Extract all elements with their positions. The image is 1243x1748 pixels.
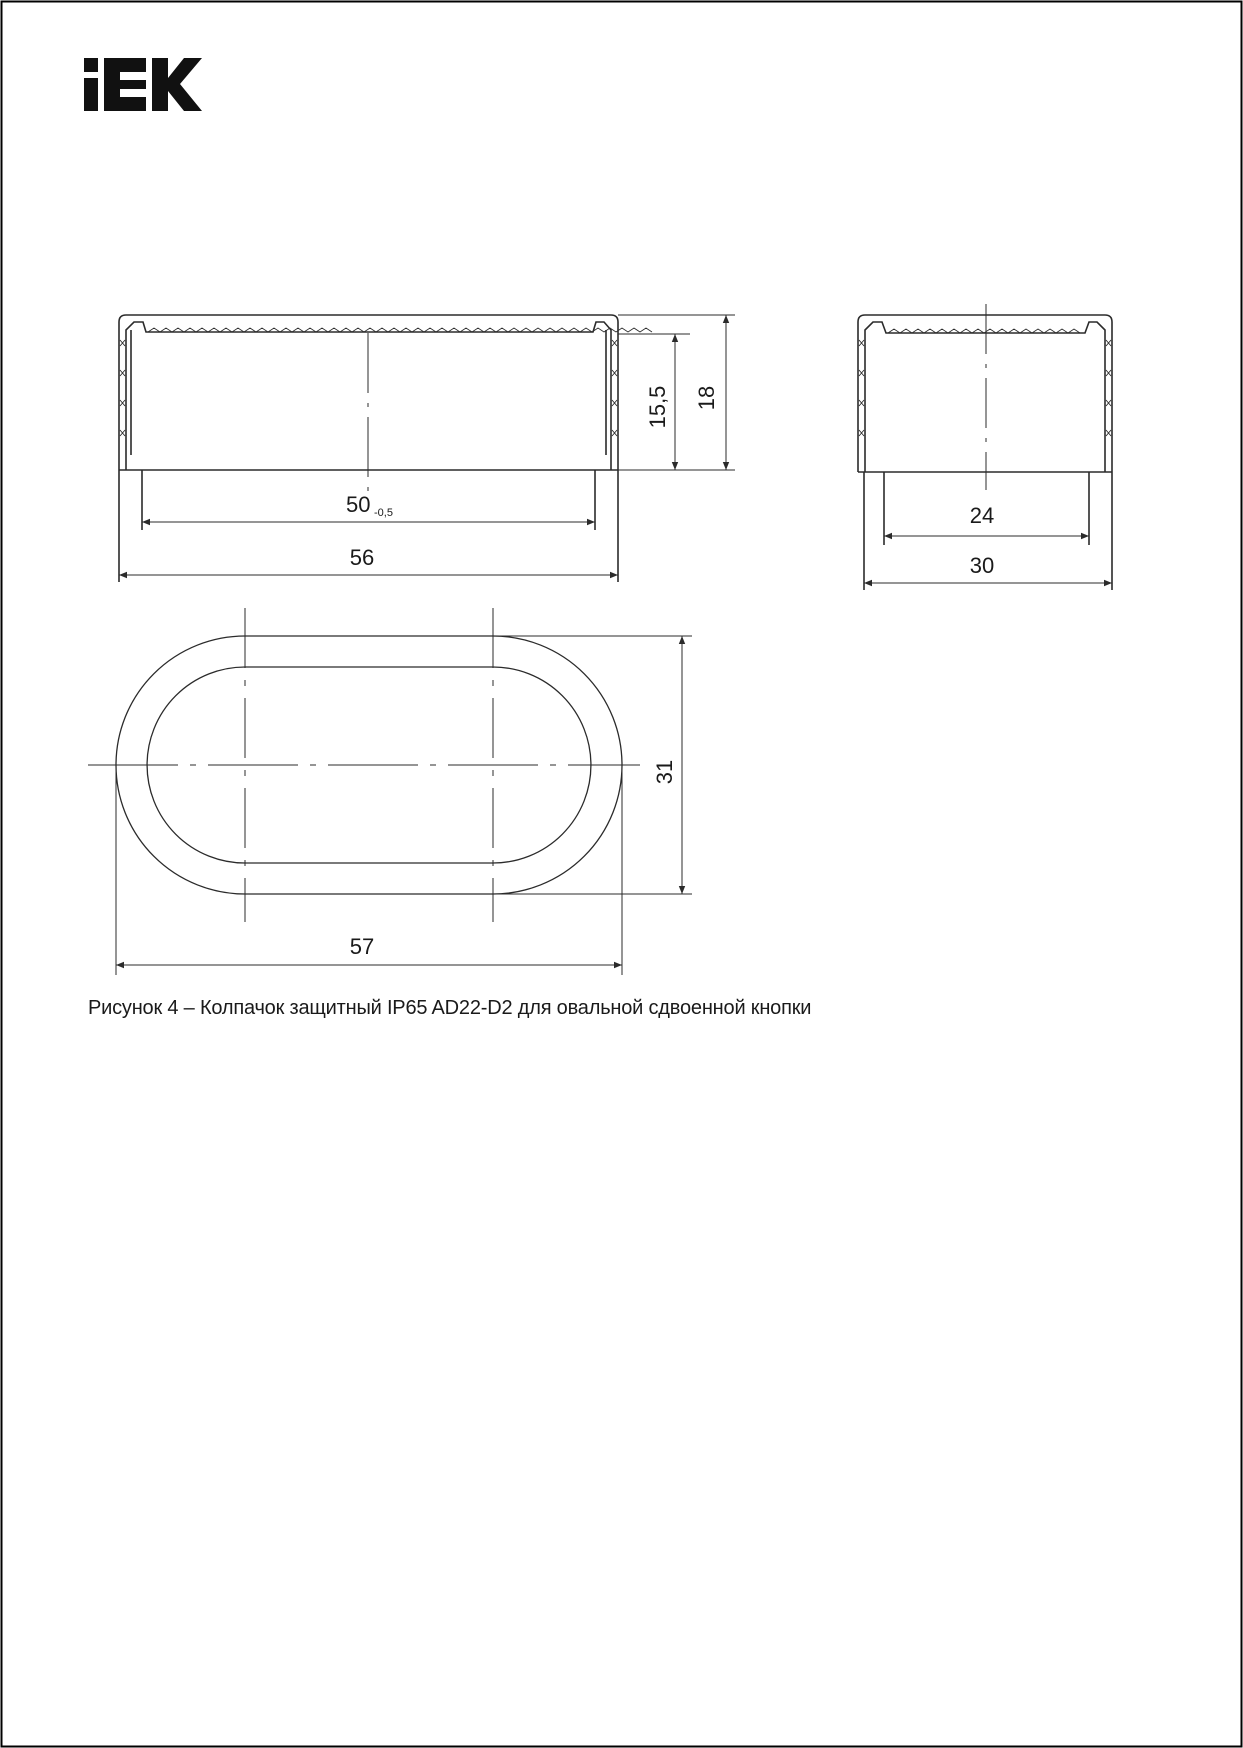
front-outer-width-label: 56 [349, 545, 375, 570]
front-inner-width-label: 50 [346, 492, 371, 517]
side-inner-width-label: 24 [969, 503, 995, 528]
top-width-label: 57 [349, 934, 375, 959]
front-inner-tolerance-label: -0,5 [374, 507, 393, 519]
figure-caption: Рисунок 4 – Колпачок защитный IP65 AD22-D2 для овальной сдвоенной кнопки [88, 997, 812, 1019]
front-view [119, 315, 652, 582]
side-outer-width-label: 30 [969, 553, 995, 578]
top-center-lines [88, 608, 640, 922]
front-inner-height-label: 15,5 [645, 385, 670, 429]
front-outer-height-label: 18 [694, 385, 719, 411]
top-height-label: 31 [652, 759, 677, 785]
top-dims [116, 636, 692, 975]
iek-logo [84, 58, 202, 111]
side-view [858, 315, 1112, 590]
